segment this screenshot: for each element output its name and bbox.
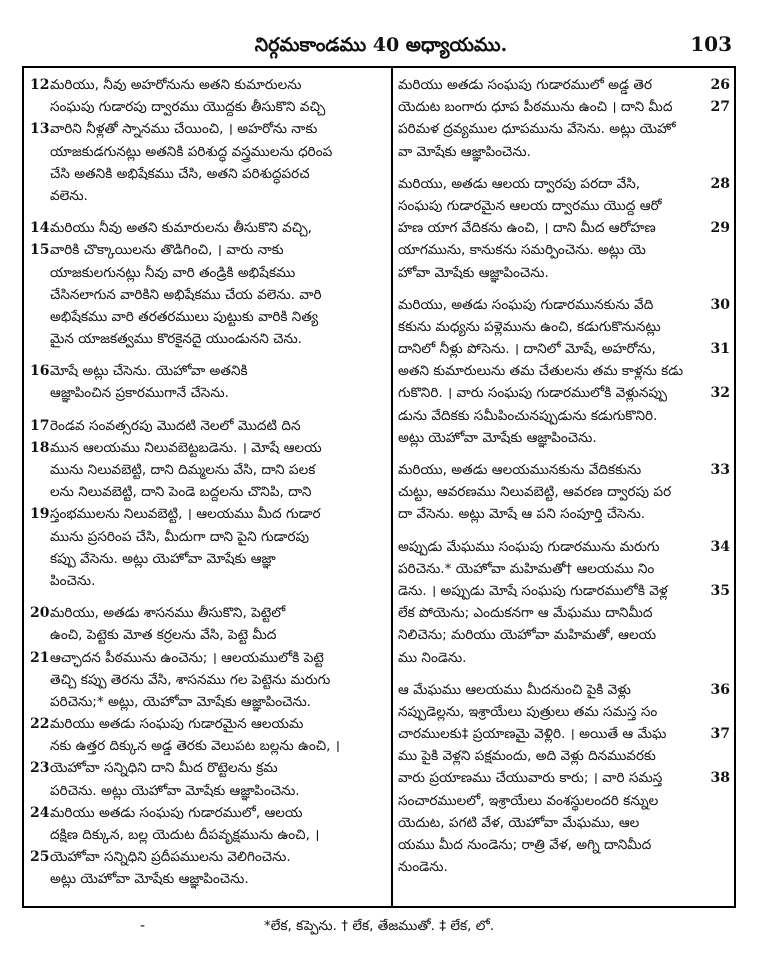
text-line bbox=[30, 503, 382, 525]
text-line bbox=[30, 239, 382, 261]
line-text: వారిని నీళ్లతో స్నానము చేయించి, । అహరోను నాకు bbox=[50, 121, 318, 138]
line-text: రెండవ సంవత్సరపు మొదటి నెలలో మొదటి దిన bbox=[50, 417, 301, 434]
line-text: గుకొనిరి. । వారు సంఘపు గుడారములోకి వెళ్లునప్పు bbox=[398, 385, 668, 402]
verse-number: 16 bbox=[30, 363, 50, 380]
line-text: పరిమళ ద్రవ్యముల ధూపమును వేసెను. అట్లు యెహో bbox=[398, 121, 676, 138]
text-line bbox=[398, 338, 730, 360]
text-line bbox=[30, 217, 382, 239]
line-text: అభిషేకము వారి తరతరములు పుట్టుకు వారికి నిత్య bbox=[50, 308, 319, 325]
text-line bbox=[398, 173, 730, 195]
line-text: ము పైకి వెళ్లని పక్షమందు, అది వెళ్లు దినమువరకు bbox=[398, 748, 656, 765]
page-number: 103 bbox=[690, 32, 732, 56]
line-text: పరిచెను;* అట్లు, యెహోవా మోషేకు ఆజ్ఞాపించెను. bbox=[50, 693, 311, 710]
text-line bbox=[398, 503, 730, 525]
line-text: మరియు అతడు సంఘపు గుడారములో, ఆలయ bbox=[50, 804, 303, 821]
text-line bbox=[398, 118, 730, 140]
text-line bbox=[30, 163, 382, 185]
line-text: వారు ప్రయాణము చేయువారు కారు; । వారి సమస్త bbox=[398, 770, 663, 787]
text-line bbox=[398, 360, 730, 382]
text-line bbox=[398, 481, 730, 503]
text-line bbox=[398, 790, 730, 812]
verse-number: 38 bbox=[710, 770, 730, 787]
line-text: ఆచ్ఛాదన పీఠమును ఉంచెను; । ఆలయములోకి పెట్టె bbox=[50, 649, 324, 666]
verse-number: 24 bbox=[30, 804, 50, 821]
text-line bbox=[398, 723, 730, 745]
line-text: నప్పుడెల్లను, ఇశ్రాయేలు పుత్రులు తమ సమస్త సం bbox=[398, 703, 658, 720]
line-text: మోషే అట్లు చేసెను. యెహోవా అతనికి bbox=[50, 363, 248, 380]
text-line bbox=[30, 757, 382, 779]
text-line bbox=[30, 526, 382, 548]
line-text: చుట్టు, ఆవరణము నిలువబెట్టి, ఆవరణ ద్వారపు పర bbox=[398, 484, 672, 501]
paragraph bbox=[398, 173, 730, 284]
text-line bbox=[398, 580, 730, 602]
line-text: కకును మధ్యను పళ్లెమును ఉంచి, కడుగుకొనునట్లు bbox=[398, 318, 661, 335]
text-line bbox=[398, 96, 730, 118]
text-line bbox=[30, 548, 382, 570]
line-text: నకు ఉత్తర దిక్కున అడ్డ తెరకు వెలుపట బల్లను ఉంచి, । bbox=[50, 738, 340, 755]
line-text: యెదుట బంగారు ధూప పీఠమును ఉంచి । దాని మీద bbox=[398, 99, 673, 116]
verse-number: 27 bbox=[710, 99, 730, 116]
text-line bbox=[398, 427, 730, 449]
verse-number: 37 bbox=[710, 726, 730, 743]
text-line bbox=[30, 735, 382, 757]
verse-number: 31 bbox=[710, 341, 730, 358]
verse-number: 14 bbox=[30, 220, 50, 237]
verse-number: 12 bbox=[30, 77, 50, 93]
line-text: మును ప్రసరింప చేసి, మీదుగా దాని పైని గుడారపు bbox=[50, 528, 310, 545]
line-text: సంఘపు గుడారమైన ఆలయ ద్వారము యొద్ద ఆరో bbox=[398, 197, 662, 214]
text-line bbox=[30, 780, 382, 802]
verse-number: 23 bbox=[30, 760, 50, 777]
text-line bbox=[30, 284, 382, 306]
text-line bbox=[398, 812, 730, 834]
line-text: సంచారములలో, ఇశ్రాయేలు వంశస్థులందరి కన్నుల bbox=[398, 792, 659, 809]
line-text: యము మీద నుండెను; రాత్రి వేళ, అగ్ని దానిమీద bbox=[398, 837, 652, 853]
line-text: యెహోవా సన్నిధిని ప్రదీపములను వెలిగించెను. bbox=[50, 849, 291, 866]
text-line bbox=[398, 294, 730, 316]
column-divider bbox=[391, 68, 393, 906]
line-text: మరియు నీవు అతని కుమారులను తీసుకొని వచ్చి, bbox=[50, 220, 312, 237]
text-line bbox=[398, 647, 730, 669]
line-text: లను నిలువబెట్టి, దాని పెండె బద్దలను చొనిపి, దాని bbox=[50, 484, 312, 501]
verse-number: 25 bbox=[30, 849, 50, 866]
verse-number: 19 bbox=[30, 506, 50, 523]
right-column bbox=[398, 74, 730, 888]
text-line bbox=[30, 415, 382, 437]
line-text: అట్లు యెహోవా మోషేకు ఆజ్ఞాపించెను. bbox=[398, 429, 597, 446]
line-text: లేక పోయెను; ఎందుకనగా ఆ మేఘము దానిమీద bbox=[398, 605, 653, 622]
verse-number: 21 bbox=[30, 649, 50, 666]
line-text: అట్లు యెహోవా మోషేకు ఆజ్ఞాపించెను. bbox=[50, 871, 249, 888]
line-text: చారములకు‡ ప్రయాణమై వెళ్లిరి. । అయితే ఆ మేఘ bbox=[398, 726, 667, 743]
text-line bbox=[30, 824, 382, 846]
line-text: దక్షిణ దిక్కున, బల్ల యెదుట దీపవృక్షమును ఉంచి, । bbox=[50, 827, 320, 843]
line-text: తెచ్చి కప్పు తెరను వేసి, శాసనము గల పెట్టెను మరుగు bbox=[50, 671, 331, 688]
text-line bbox=[398, 141, 730, 163]
text-line bbox=[398, 767, 730, 789]
line-text: యాగమును, కానుకను సమర్పించెను. అట్లు యె bbox=[398, 242, 646, 259]
verse-number: 28 bbox=[710, 175, 730, 192]
text-line bbox=[30, 96, 382, 118]
line-text: ము నిండెను. bbox=[398, 649, 467, 666]
paragraph bbox=[398, 74, 730, 163]
line-text: వారికి చొక్కాయిలను తొడిగించి, । వారు నాకు bbox=[50, 242, 284, 259]
text-line bbox=[30, 602, 382, 624]
line-text: యెదుట, పగటి వేళ, యెహోవా మేఘము, ఆల bbox=[398, 814, 640, 831]
text-line bbox=[30, 74, 382, 96]
text-line bbox=[30, 328, 382, 350]
line-text: మరియు, అతడు ఆలయ ద్వారపు పరదా వేసి, bbox=[398, 175, 641, 192]
text-line bbox=[30, 118, 382, 140]
text-line bbox=[30, 382, 382, 404]
verse-number: 33 bbox=[710, 462, 730, 478]
page-title: నిర్గమకాండము 40 అధ్యాయము. bbox=[254, 34, 508, 56]
line-text: మరియు అతడు సంఘపు గుడారములో అడ్డ తెర bbox=[398, 77, 653, 93]
text-line bbox=[398, 239, 730, 261]
line-text: డును వేదికకు సమీపించునప్పుడును కడుగుకొనిరి. bbox=[398, 407, 658, 424]
verse-number: 30 bbox=[710, 296, 730, 313]
line-text: పరిచెను.* యెహోవా మహిమతో† ఆలయము నిం bbox=[398, 560, 655, 577]
text-line bbox=[30, 691, 382, 713]
text-line bbox=[398, 856, 730, 878]
text-line bbox=[30, 437, 382, 459]
line-text: మైన యాజకత్వము కొరకైనదై యుండునని చెను. bbox=[50, 331, 302, 348]
line-text: డెను. । అప్పుడు మోషే సంఘపు గుడారములోకి వెళ్ల bbox=[398, 582, 668, 599]
text-line bbox=[30, 868, 382, 890]
text-line bbox=[30, 570, 382, 592]
line-text: హోవా మోషేకు ఆజ్ఞాపించెను. bbox=[398, 264, 549, 281]
verse-number: 17 bbox=[30, 417, 50, 434]
left-column bbox=[30, 74, 382, 901]
text-line bbox=[30, 306, 382, 328]
verse-number: 35 bbox=[710, 582, 730, 599]
line-text: యాజకుడగునట్లు అతనికి పరిశుద్ధ వస్త్రములను ధరింప bbox=[50, 143, 333, 160]
line-text: ఆ మేఘము ఆలయము మీదనుంచి పైకి వెళ్లు bbox=[398, 681, 631, 698]
line-text: ఉంచి, పెట్టెకు మోత కర్రలను వేసి, పెట్టె మీద bbox=[50, 627, 277, 644]
text-line bbox=[30, 802, 382, 824]
line-text: మున ఆలయము నిలువబెట్టబడెను. । మోషే ఆలయ bbox=[50, 439, 322, 456]
line-text: స్తంభములను నిలువబెట్టి, । ఆలయము మీద గుడార bbox=[50, 506, 321, 523]
line-text: వలెను. bbox=[50, 187, 88, 204]
line-text: యాజకులగునట్లు నీవు వారి తండ్రికి అభిషేకము bbox=[50, 264, 296, 281]
paragraph bbox=[398, 679, 730, 879]
line-text: కప్పు వేసెను. అట్లు యెహోవా మోషేకు ఆజ్ఞా bbox=[50, 550, 276, 567]
paragraph bbox=[30, 602, 382, 890]
line-text: మరియు అతడు సంఘపు గుడారమైన ఆలయమ bbox=[50, 716, 304, 733]
verse-number: 13 bbox=[30, 121, 50, 138]
text-line bbox=[398, 602, 730, 624]
line-text: చేసి అతనికి అభిషేకము చేసి, అతని పరిశుద్ధపరచ bbox=[50, 165, 310, 182]
text-line bbox=[30, 360, 382, 382]
page-header bbox=[22, 30, 740, 64]
footnote-text: *లేక, కప్పెను. † లేక, తేజముతో. ‡ లేక, లో. bbox=[263, 918, 495, 934]
line-text: మరియు, అతడు సంఘపు గుడారమునకును వేది bbox=[398, 296, 654, 313]
verse-number: 36 bbox=[710, 681, 730, 698]
text-line bbox=[398, 679, 730, 701]
line-text: యెహోవా సన్నిధిని దాని మీద రొట్టెలను క్రమ bbox=[50, 760, 278, 777]
line-text: మరియు, నీవు అహరోనును అతని కుమారులను bbox=[50, 77, 302, 93]
paragraph bbox=[398, 294, 730, 449]
line-text: దా వేసెను. అట్లు మోషే ఆ పని సంపూర్తి చేసెను. bbox=[398, 506, 646, 523]
text-line bbox=[398, 262, 730, 284]
text-line bbox=[30, 459, 382, 481]
line-text: వా మోషేకు ఆజ్ఞాపించెను. bbox=[398, 143, 531, 160]
text-line bbox=[398, 217, 730, 239]
verse-number: 18 bbox=[30, 439, 50, 456]
line-text: పించెను. bbox=[50, 572, 96, 589]
text-line bbox=[30, 624, 382, 646]
text-line bbox=[398, 74, 730, 96]
text-line bbox=[398, 316, 730, 338]
paragraph bbox=[30, 217, 382, 350]
line-text: దానిలో నీళ్లు పోసెను. । దానిలో మోషే, అహరోను, bbox=[398, 341, 656, 358]
text-line bbox=[30, 481, 382, 503]
line-text: ఆజ్ఞాపించిన ప్రకారముగానే చేసెను. bbox=[50, 385, 229, 402]
text-line bbox=[398, 536, 730, 558]
text-line bbox=[398, 382, 730, 404]
text-line bbox=[398, 624, 730, 646]
text-line bbox=[30, 713, 382, 735]
text-line bbox=[30, 262, 382, 284]
footnotes bbox=[22, 918, 736, 944]
line-text: అతని కుమారులును తమ చేతులను తమ కాళ్లను కడు bbox=[398, 363, 684, 380]
paragraph bbox=[30, 74, 382, 207]
footnote-dash: - bbox=[140, 918, 146, 934]
paragraph bbox=[30, 415, 382, 593]
text-line bbox=[398, 558, 730, 580]
text-line bbox=[30, 669, 382, 691]
line-text: అప్పుడు మేఘము సంఘపు గుడారమును మరుగు bbox=[398, 538, 660, 555]
line-text: పరిచెను. అట్లు యెహోవా మోషేకు ఆజ్ఞాపించెను. bbox=[50, 782, 300, 799]
text-line bbox=[398, 701, 730, 723]
text-line bbox=[30, 185, 382, 207]
text-frame bbox=[22, 66, 736, 908]
line-text: సంఘపు గుడారపు ద్వారము యొద్దకు తీసుకొని వచ్చి bbox=[50, 99, 326, 116]
line-text: నిలిచెను; మరియు యెహోవా మహిమతో, ఆలయ bbox=[398, 627, 657, 644]
verse-number: 15 bbox=[30, 242, 50, 259]
text-line bbox=[398, 459, 730, 481]
line-text: హణ యాగ వేదికను ఉంచి, । దాని మీద ఆరోహణ bbox=[398, 220, 656, 237]
verse-number: 32 bbox=[710, 385, 730, 402]
paragraph bbox=[30, 360, 382, 404]
text-line bbox=[30, 647, 382, 669]
line-text: మరియు, అతడు ఆలయమునకును వేదికకును bbox=[398, 462, 642, 478]
line-text: నుండెను. bbox=[398, 859, 448, 876]
verse-number: 34 bbox=[710, 538, 730, 555]
line-text: మును నిలువబెట్టి, దాని దిమ్మలను వేసి, దాని పలక bbox=[50, 462, 316, 478]
paragraph bbox=[398, 459, 730, 526]
line-text: మరియు, అతడు శాసనము తీసుకొని, పెట్టెలో bbox=[50, 605, 286, 622]
verse-number: 26 bbox=[710, 77, 730, 93]
text-line bbox=[398, 834, 730, 856]
text-line bbox=[30, 846, 382, 868]
text-line bbox=[398, 405, 730, 427]
text-line bbox=[30, 141, 382, 163]
verse-number: 29 bbox=[710, 220, 730, 237]
verse-number: 22 bbox=[30, 716, 50, 733]
line-text: చేసినలాగున వారికిని అభిషేకము చేయ వలెను. వారి bbox=[50, 286, 322, 303]
paragraph bbox=[398, 536, 730, 669]
text-line bbox=[398, 745, 730, 767]
text-line bbox=[398, 195, 730, 217]
verse-number: 20 bbox=[30, 605, 50, 622]
